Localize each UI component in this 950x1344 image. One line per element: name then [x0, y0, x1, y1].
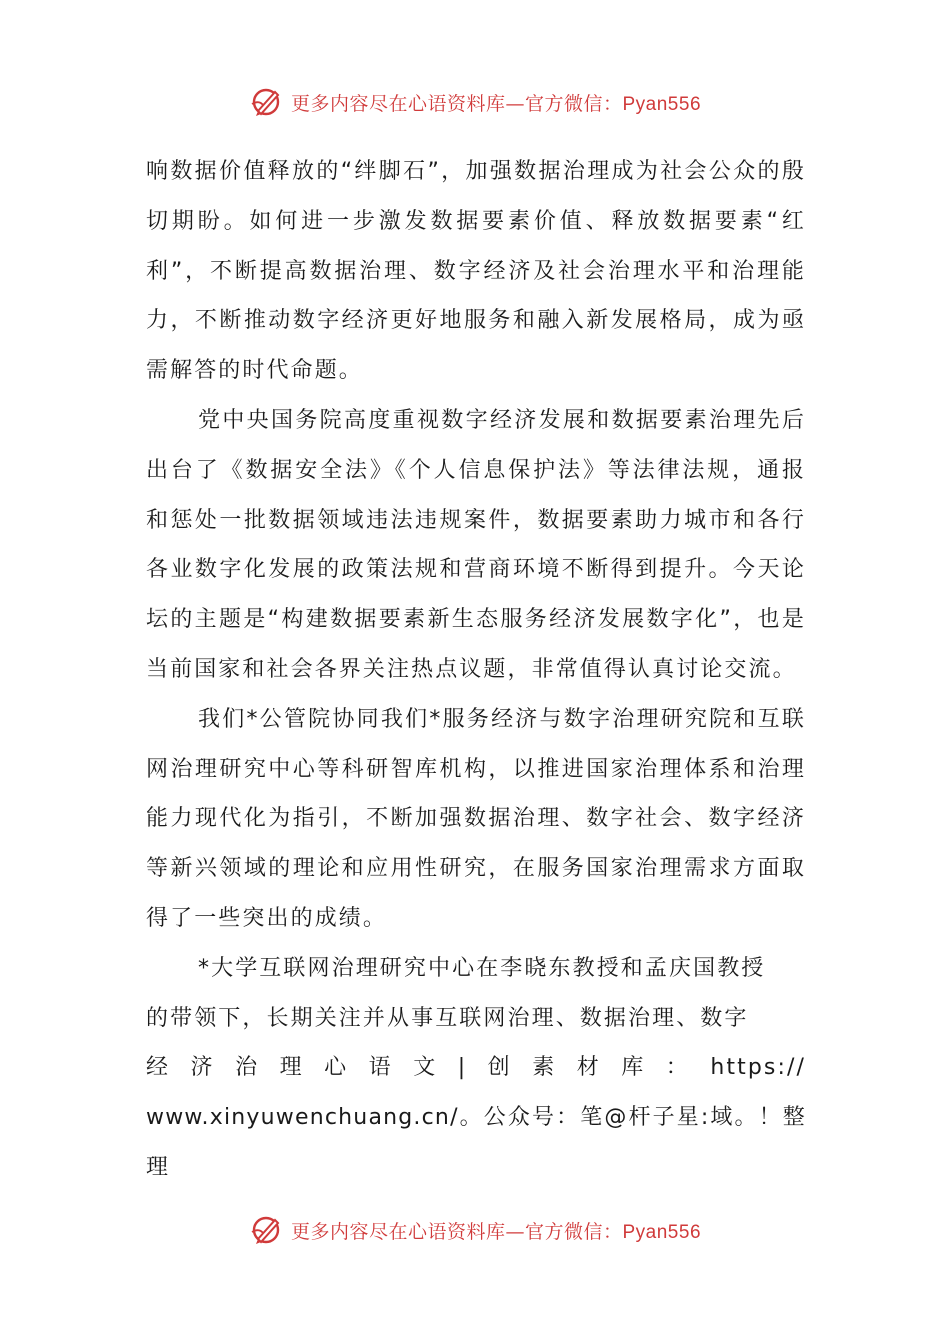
paragraph-4-line-3: 经济治理心语文|创素材库：https:// — [146, 1055, 806, 1081]
paragraph-4-line-4: www.xinyuwenchuang.cn/。公众号：笔@杆子星:域。！整理 — [146, 1105, 806, 1180]
paragraph-2: 党中央国务院高度重视数字经济发展和数据要素治理先后出台了《数据安全法》《个人信息保护法》等法律法规，通报和惩处一批数据领域违法违规案件，数据要素助力城市和各行各业数字化发展的政策法规和营商环境不断得到提升。今天论坛的主题是“构建数据要素新生态服务经济发展数字化”，也是当前国家和社会各界关注热点议题，非常值得认真讨论交流。 — [146, 407, 806, 682]
footer-wechat-id: Pyan556 — [622, 1221, 702, 1243]
paragraph-4-line-2: 的带领下，长期关注并从事互联网治理、数据治理、数字 — [146, 1005, 749, 1031]
header-separator: — — [505, 92, 525, 115]
pen-logo-icon — [249, 1212, 285, 1248]
header-wechat-id: Pyan556 — [622, 93, 702, 115]
paragraph-4-line-1: *大学互联网治理研究中心在李晓东教授和孟庆国教授 — [198, 955, 766, 981]
paragraph-3: 我们*公管院协同我们*服务经济与数字治理研究院和互联网治理研究中心等科研智库机构，以推进国家治理体系和治理能力现代化为指引，不断加强数据治理、数字社会、数字经济等新兴领域的理论和应用性研究，在服务国家治理需求方面取得了一些突出的成绩。 — [146, 706, 806, 931]
pen-logo-icon — [249, 84, 285, 120]
header-site-text: 更多内容尽在心语资料库 — [290, 92, 506, 115]
footer-wechat-text: 官方微信： — [524, 1220, 623, 1243]
paragraph-1: 响数据价值释放的“绊脚石”，加强数据治理成为社会公众的殷切期盼。如何进一步激发数据要素价值、释放数据要素“红利”，不断提高数据治理、数字经济及社会治理水平和治理能力，不断推动数字经济更好地服务和融入新发展格局，成为亟需解答的时代命题。 — [146, 159, 806, 384]
header-banner — [0, 80, 950, 124]
footer-separator: — — [505, 1220, 525, 1243]
header-banner-text — [291, 89, 701, 116]
header-wechat-text: 官方微信： — [524, 92, 623, 115]
footer-banner-text — [291, 1217, 701, 1244]
footer-banner — [0, 1208, 950, 1252]
footer-site-text: 更多内容尽在心语资料库 — [290, 1220, 506, 1243]
paragraph-4 — [146, 944, 806, 1193]
document-body — [146, 147, 806, 1193]
